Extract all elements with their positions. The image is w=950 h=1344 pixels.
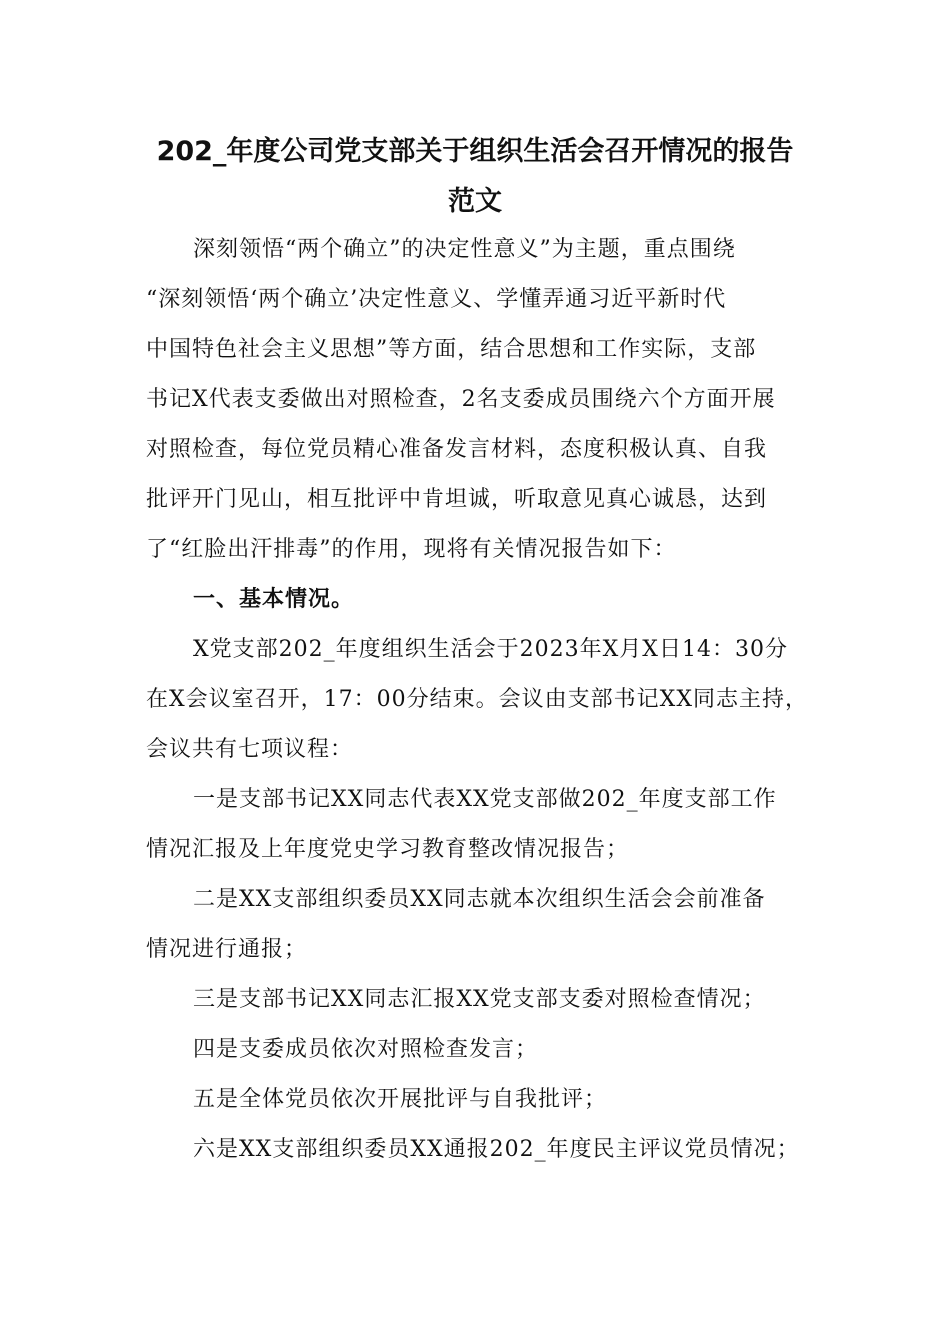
paragraph-line: X党支部202_年度组织生活会于2023年X月X日14：30分 <box>193 637 788 662</box>
agenda-item: 三是支部书记XX同志汇报XX党支部支委对照检查情况； <box>193 987 766 1012</box>
document-title-line-1: 202_年度公司党支部关于组织生活会召开情况的报告 <box>156 136 794 167</box>
paragraph-line: 会议共有七项议程： <box>146 737 354 762</box>
agenda-item: 四是支委成员依次对照检查发言； <box>193 1037 539 1062</box>
paragraph-line: “深刻领悟‘两个确立’决定性意义、学懂弄通习近平新时代 <box>146 287 727 312</box>
agenda-item: 二是XX支部组织委员XX同志就本次组织生活会会前准备 <box>193 887 766 912</box>
paragraph-line: 批评开门见山，相互批评中肯坦诚，听取意见真心诚恳，达到 <box>146 487 768 512</box>
paragraph-line: 中国特色社会主义思想”等方面，结合思想和工作实际，支部 <box>146 337 757 362</box>
section-heading: 一、基本情况。 <box>193 587 355 612</box>
paragraph-line: 对照检查，每位党员精心准备发言材料，态度积极认真、自我 <box>146 437 768 462</box>
agenda-item: 五是全体党员依次开展批评与自我批评； <box>193 1087 608 1112</box>
document-title-line-2: 范文 <box>448 186 502 217</box>
agenda-item-continued: 情况汇报及上年度党史学习教育整改情况报告； <box>146 837 630 862</box>
agenda-item-continued: 情况进行通报； <box>146 937 308 962</box>
paragraph-line: 在X会议室召开，17：00分结束。会议由支部书记XX同志主持， <box>146 687 808 712</box>
agenda-item: 一是支部书记XX同志代表XX党支部做202_年度支部工作 <box>193 787 777 812</box>
paragraph-line: 深刻领悟“两个确立”的决定性意义”为主题，重点围绕 <box>193 237 736 262</box>
paragraph-line: 书记X代表支委做出对照检查，2名支委成员围绕六个方面开展 <box>146 387 776 412</box>
agenda-item: 六是XX支部组织委员XX通报202_年度民主评议党员情况； <box>193 1137 800 1162</box>
paragraph-line: 了“红脸出汗排毒”的作用，现将有关情况报告如下： <box>146 537 677 562</box>
